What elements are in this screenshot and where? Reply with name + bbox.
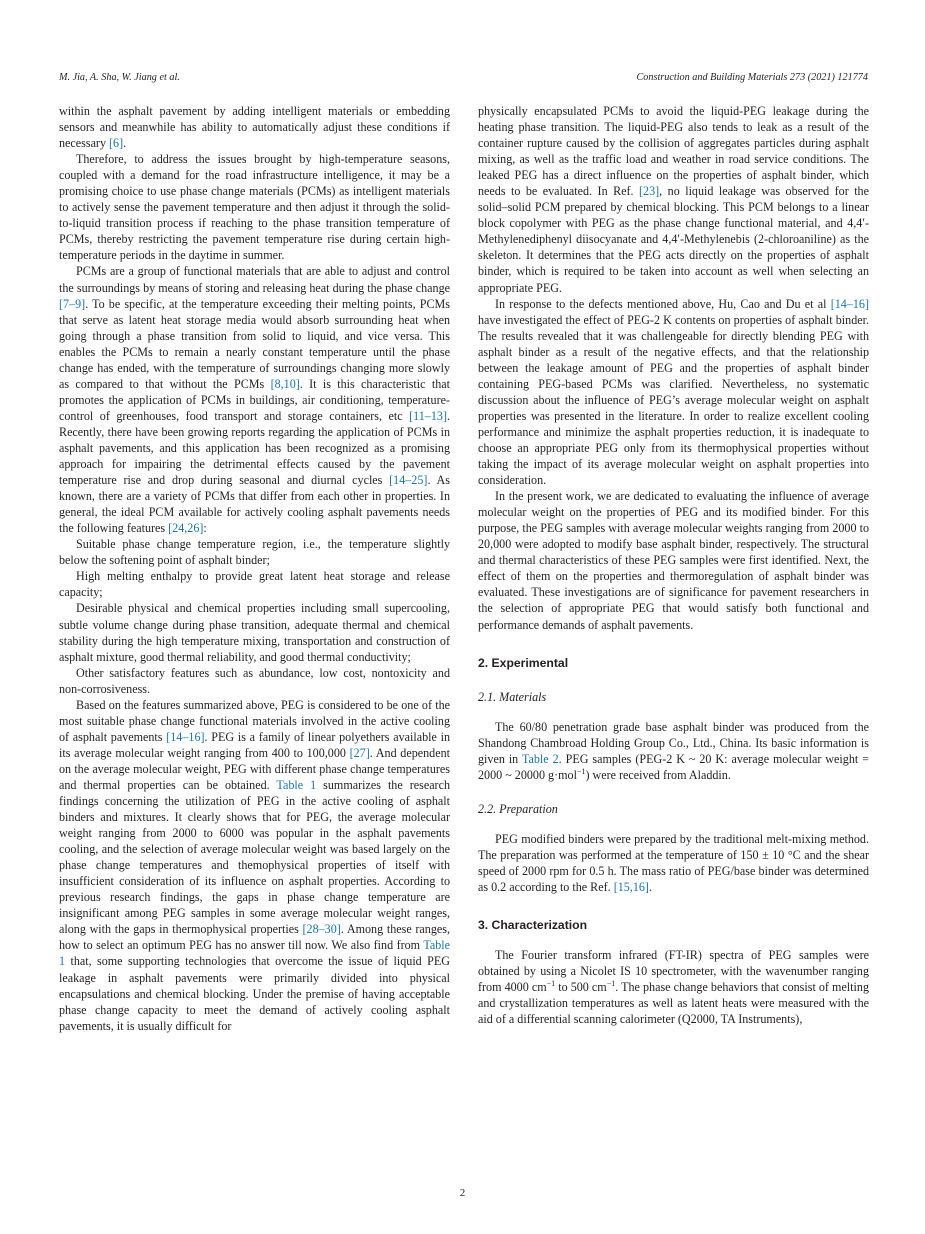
paragraph [59,600,450,664]
text-run: : [203,521,207,536]
text-run: Desirable physical and chemical properties including small supercooling, subtle volume change during phase transition, adequate thermal and chemical stability during the high temperature mixing, transportation and construction of asphalt mixture, good thermal reliability, and good thermal conductivity; [59,601,450,664]
paragraph [478,488,869,632]
text-run: The 60/80 penetration grade base asphalt binder was produced from the Shandong Chambroad Holding Group Co., Ltd., China. Its basic information is given in [478,719,869,766]
header-journal: Construction and Building Materials 273 (2021) 121774 [636,72,868,83]
citation-link[interactable]: [14–25] [389,473,428,488]
citation-link[interactable]: [24,26] [168,521,204,536]
citation-link[interactable]: [6] [109,136,124,151]
paragraph [59,536,450,568]
text-run: PEG modified binders were prepared by the traditional melt-mixing method. The preparation was performed at the temperature of 150 ± 10 °C and the shear speed of 2000 rpm for 0.5 h. The mass ratio of PEG/base binder was determined as 0.2 according to the Ref. [478,831,869,894]
table-link[interactable]: Table 1 [59,938,450,969]
citation-link[interactable]: [14–16] [830,296,869,311]
running-header [59,72,868,86]
subsection-heading-materials: 2.1. Materials [478,689,547,704]
superscript: −1 [606,978,616,988]
paragraph [478,296,869,489]
text-run: . To be specific, at the temperature exceeding their melting points, PCMs that serve as latent heat storage media would absorb surrounding heat when going through a phase transition from solid to liquid, and vice versa. This enables the PCMs to remain a nearly constant temperature until the phase change has ended, with the temperature of surroundings changing more slowly as compared to that without the PCMs [59,296,450,391]
paragraph [478,103,869,296]
text-run: that, some supporting technologies that overcome the issue of liquid PEG leakage in asphalt pavements were primarily divided into physical encapsulations and chemical blocking. Under the premise of having acceptable phase change capacity to meet the demand of actively cooling asphalt pavements, it is usually difficult for [59,954,450,1033]
text-run: High melting enthalpy to provide great latent heat storage and release capacity; [59,569,450,600]
citation-link[interactable]: [27] [349,745,370,760]
paragraph [59,665,450,697]
citation-link[interactable]: [23] [639,184,660,199]
right-column [478,103,869,1027]
text-run: within the asphalt pavement by adding intelligent materials or embedding sensors and meanwhile has ability to automatically adjust these conditions if necessary [59,104,450,151]
header-authors: M. Jia, A. Sha, W. Jiang et al. [59,72,180,83]
citation-link[interactable]: [7–9] [59,296,86,311]
text-run: to 500 cm [555,980,607,995]
text-run: . PEG is a family of linear polyethers available in its average molecular weight ranging from 400 to 100,000 [59,729,450,760]
citation-link[interactable]: [11–13] [409,408,447,423]
text-run: Suitable phase change temperature region, i.e., the temperature slightly below the softening point of asphalt binder; [59,537,450,568]
text-run: . Recently, there have been growing reports regarding the application of PCMs in asphalt pavements, and this application has been recognized as a promising approach for impairing the detrimental effects caused by the pavement temperature rise and drop during seasonal and diurnal cycles [59,408,450,488]
text-run: . PEG samples (PEG-2 K ~ 20 K: average molecular weight = 2000 ~ 20000 g·mol [478,751,869,782]
citation-link[interactable]: [14–16] [166,729,205,744]
text-run: . As known, there are a variety of PCMs that differ from each other in properties. In general, the ideal PCM available for actively cooling asphalt pavements needs the following features [59,473,450,536]
paragraph [59,263,450,536]
paragraph [59,568,450,600]
text-run: , no liquid leakage was observed for the solid–solid PCM prepared by chemical blocking. This PCM belongs to a linear block copolymer with PEG as the phase change functional material, and 4,4′-Methylenediphenyl diisocyanate and 4,4′-Methylenebis (2-chloroaniline) as the skeleton. It determines that the PEG acts directly on the properties of asphalt binder, which is required to be taken into account as well when selecting an appropriate PEG. [478,184,869,295]
text-run: summarizes the research findings concerning the utilization of PEG in the active cooling of asphalt binders and mixtures. It clearly shows that for PEG, the average molecular weight ranging from 2000 to 6000 was popular in the asphalt pavements cooling, and the selection of average molecular weight was based largely on the phase change temperatures and themophysical properties of itself with insufficient consideration of its influence on asphalt properties. According to previous research findings, the gaps in phase change temperature are insignificant among PEG samples in some average molecular weight ranges, along with the gaps in thermophysical properties [59,777,450,937]
citation-link[interactable]: [28–30] [302,922,341,937]
superscript: −1 [546,978,556,988]
paragraph [478,719,869,783]
left-column [59,103,450,1034]
paragraph [59,151,450,263]
text-run: Other satisfactory features such as abundance, low cost, nontoxicity and non-corrosiveness. [59,665,450,696]
text-run: In response to the defects mentioned above, Hu, Cao and Du et al [495,296,831,311]
paragraph [478,831,869,895]
text-run: . And dependent on the average molecular weight, PEG with different phase change temperatures and thermal properties can be obtained. [59,745,450,792]
section-heading-characterization: 3. Characterization [478,917,588,932]
text-run: . [123,136,127,151]
citation-link[interactable]: [15,16] [613,879,649,894]
text-run: . [648,879,652,894]
paragraph [59,697,450,1034]
text-run: Therefore, to address the issues brought by high-temperature seasons, coupled with a demand for the road infrastructure intelligence, it may be a promising choice to use phase change materials (PCMs) as intelligent materials to actively sense the pavement temperature and then adjust it through the solid-to-liquid transition process if reaching to the phase transition temperature of PCMs, thereby restricting the pavement temperature rise during certain high-temperature periods in the daytime in summer. [59,152,450,263]
text-run: . Among these ranges, how to select an optimum PEG has no answer till now. We also find from [59,922,450,953]
table-link[interactable]: Table 2 [521,751,559,766]
text-run: PCMs are a group of functional materials that are able to adjust and control the surroundings by means of storing and releasing heat during the phase change [59,264,450,295]
section-heading-experimental: 2. Experimental [478,655,569,670]
subsection-heading-preparation: 2.2. Preparation [478,801,558,816]
text-run: ) were received from Aladdin. [585,767,731,782]
text-run: . It is this characteristic that promotes the application of PCMs in buildings, air conditioning, temperature-control of greenhouses, food transport and storage containers, etc [59,376,450,423]
text-run: physically encapsulated PCMs to avoid the liquid-PEG leakage during the heating phase transition. The liquid-PEG also tends to leak as a result of the container rupture caused by the collision of aggregates particles during asphalt mixing, as well as the traffic load and weather in road service conditions. The leaked PEG has a direct influence on the properties of asphalt binder, which needs to be evaluated. In Ref. [478,104,869,199]
text-run: Based on the features summarized above, PEG is considered to be one of the most suitable phase change functional materials involved in the active cooling of asphalt pavements [59,697,450,744]
superscript: −1 [576,766,586,776]
text-run: . The phase change behaviors that consist of melting and crystallization temperatures as well as latent heats were measured with the aid of a differential scanning calorimeter (Q2000, TA Instruments), [478,980,869,1027]
text-run: In the present work, we are dedicated to evaluating the influence of average molecular weight on the properties of PEG and its modified binder. For this purpose, the PEG samples with average molecular weights ranging from 2000 to 20,000 were adopted to modify base asphalt binder, respectively. The structural and thermal characteristics of these PEG samples were first identified. Next, the effect of them on the properties and thermoregulation of asphalt binder was evaluated. These investigations are of significance for pavement researchers in the selection of appropriate PEG that would satisfy both functional and performance demands of asphalt pavements. [478,489,869,632]
page-number: 2 [459,1187,466,1199]
text-run: The Fourier transform infrared (FT-IR) spectra of PEG samples were obtained by using a Nicolet IS 10 spectrometer, with the wavenumber ranging from 4000 cm [478,947,869,995]
paragraph [59,103,450,151]
text-run: have investigated the effect of PEG-2 K contents on properties of asphalt binder. The results revealed that it was challengeable for directly blending PEG with asphalt binder as a result of the negative effects, and that the relationship between the leakage amount of PEG and the properties of asphalt binder containing PEG-based PCMs was clarified. Nevertheless, no systematic discussion about the influence of PEG’s average molecular weight on asphalt properties was presented in the literature. In order to realize excellent cooling performance and minimize the asphalt properties reduction, it is inadequate to choose an appropriate PEG only from its thermophysical properties without taking the impact of its average molecular weight on asphalt properties into consideration. [478,312,869,488]
table-link[interactable]: Table 1 [276,777,317,792]
citation-link[interactable]: [8,10] [270,376,300,391]
paragraph [478,947,869,1027]
